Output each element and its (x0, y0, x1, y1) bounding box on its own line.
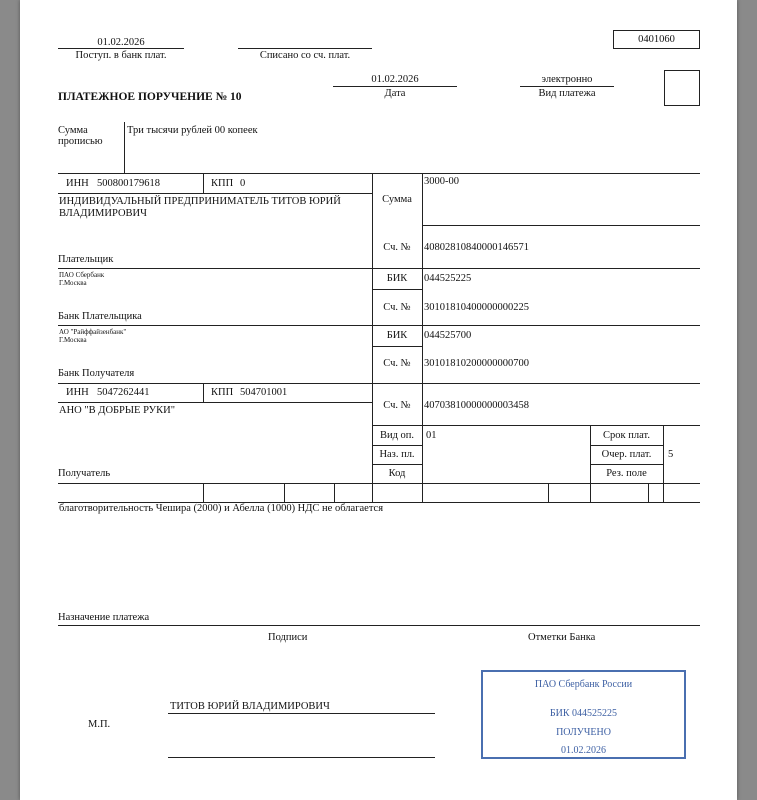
purpose-line (58, 625, 700, 626)
payer-bank-label: Банк Плательщика (58, 311, 142, 322)
payee-inn-label: ИНН (66, 387, 89, 398)
table-line (58, 402, 372, 403)
table-vline (203, 173, 204, 193)
table-line (58, 483, 700, 484)
purpose-label: Назначение платежа (58, 612, 150, 623)
op-type: 01 (426, 430, 437, 441)
payer-bank-city: Г.Москва (59, 279, 87, 287)
table-line (58, 325, 700, 326)
payer-corr-account: 30101810400000000225 (424, 302, 529, 313)
debited-label: Списано со сч. плат. (259, 50, 351, 61)
payee-bik-label: БИК (386, 330, 408, 341)
payer-kpp: 0 (240, 178, 246, 189)
bank-stamp (481, 670, 686, 759)
due-date-label: Срок плат. (603, 430, 650, 441)
payee-name: АНО "В ДОБРЫЕ РУКИ" (59, 405, 175, 416)
payer-account: 40802810840000146571 (424, 242, 529, 253)
bank-receipt-date: 01.02.2026 (97, 37, 145, 48)
table-vline (422, 173, 423, 502)
payer-bik-label: БИК (386, 273, 408, 284)
table-line (372, 445, 422, 446)
payee-kpp: 504701001 (240, 387, 288, 398)
payment-order-page (20, 0, 737, 800)
table-vline (284, 483, 285, 502)
payment-type-value: электронно (541, 74, 593, 85)
payee-account: 40703810000000003458 (424, 400, 529, 411)
table-vline (648, 483, 649, 502)
payer-bank-name: ПАО Сбербанк (59, 271, 105, 279)
payer-inn: 500800179618 (97, 178, 160, 189)
amount-words-value: Три тысячи рублей 00 копеек (127, 125, 258, 136)
payer-account-label: Сч. № (383, 242, 411, 253)
payee-kpp-label: КПП (211, 387, 234, 398)
signatures-label: Подписи (268, 632, 308, 643)
page-title: ПЛАТЕЖНОЕ ПОРУЧЕНИЕ № 10 (58, 91, 242, 103)
date-label: Дата (384, 88, 406, 99)
payer-name-line2: ВЛАДИМИРОВИЧ (59, 208, 147, 219)
payee-account-label: Сч. № (383, 400, 411, 411)
code-label: Код (388, 468, 406, 479)
payer-inn-label: ИНН (66, 178, 89, 189)
form-code: 0401060 (638, 34, 675, 45)
table-line (58, 173, 700, 174)
amount-words-label-1: Сумма (58, 125, 88, 136)
table-line (590, 464, 663, 465)
bank-marks-label: Отметки Банка (528, 632, 596, 643)
bank-receipt-label: Поступ. в банк плат. (75, 50, 167, 61)
signature-line-2 (168, 757, 435, 758)
payee-bik: 044525700 (424, 330, 472, 341)
payee-inn: 5047262441 (97, 387, 150, 398)
sum-value: 3000-00 (424, 176, 459, 187)
mark-box (664, 70, 700, 106)
table-vline (548, 483, 549, 502)
payee-bank-label: Банк Получателя (58, 368, 135, 379)
payer-kpp-label: КПП (211, 178, 234, 189)
table-vline (203, 483, 204, 502)
table-line (372, 464, 422, 465)
table-line (58, 268, 700, 269)
stamp-bik: БИК 044525225 (549, 708, 618, 719)
payer-name-line1: ИНДИВИДУАЛЬНЫЙ ПРЕДПРИНИМАТЕЛЬ ТИТОВ ЮРИЙ (59, 196, 341, 207)
table-vline (203, 383, 204, 402)
payee-bank-city: Г.Москва (59, 336, 87, 344)
reserve-label: Рез. поле (606, 468, 647, 479)
sum-label: Сумма (382, 194, 412, 205)
table-vline (334, 483, 335, 502)
purpose-text: благотворительность Чешира (2000) и Абелла (1000) НДС не облагается (59, 503, 384, 514)
table-vline (663, 425, 664, 502)
payment-type-line (520, 86, 614, 87)
stamp-bank-name: ПАО Сбербанк России (534, 679, 633, 690)
table-line (372, 289, 422, 290)
seal-label: М.П. (88, 719, 111, 730)
payer-label: Плательщик (58, 254, 114, 265)
bank-receipt-line (58, 48, 184, 49)
signature-line-1 (168, 713, 435, 714)
payment-type-label: Вид платежа (538, 88, 596, 99)
stamp-date: 01.02.2026 (561, 745, 606, 756)
stamp-status: ПОЛУЧЕНО (556, 727, 611, 738)
table-line (58, 383, 700, 384)
amount-words-divider (124, 122, 125, 173)
table-line (372, 346, 422, 347)
amount-words-label-2: прописью (58, 136, 103, 147)
table-line (58, 193, 372, 194)
date-value: 01.02.2026 (371, 74, 419, 85)
signer-name: ТИТОВ ЮРИЙ ВЛАДИМИРОВИЧ (170, 701, 330, 712)
payee-corr-label: Сч. № (383, 358, 411, 369)
date-line (333, 86, 457, 87)
payer-corr-label: Сч. № (383, 302, 411, 313)
op-type-label: Вид оп. (379, 430, 415, 441)
table-line (422, 225, 700, 226)
purpose-code-label: Наз. пл. (379, 449, 415, 460)
payee-bank-name: АО "Райффайзенбанк" (59, 328, 127, 336)
payee-corr-account: 30101810200000000700 (424, 358, 529, 369)
table-line (590, 445, 663, 446)
priority-label: Очер. плат. (601, 449, 652, 460)
payee-label: Получатель (58, 468, 111, 479)
priority: 5 (668, 449, 674, 460)
debited-line (238, 48, 372, 49)
payer-bik: 044525225 (424, 273, 472, 284)
